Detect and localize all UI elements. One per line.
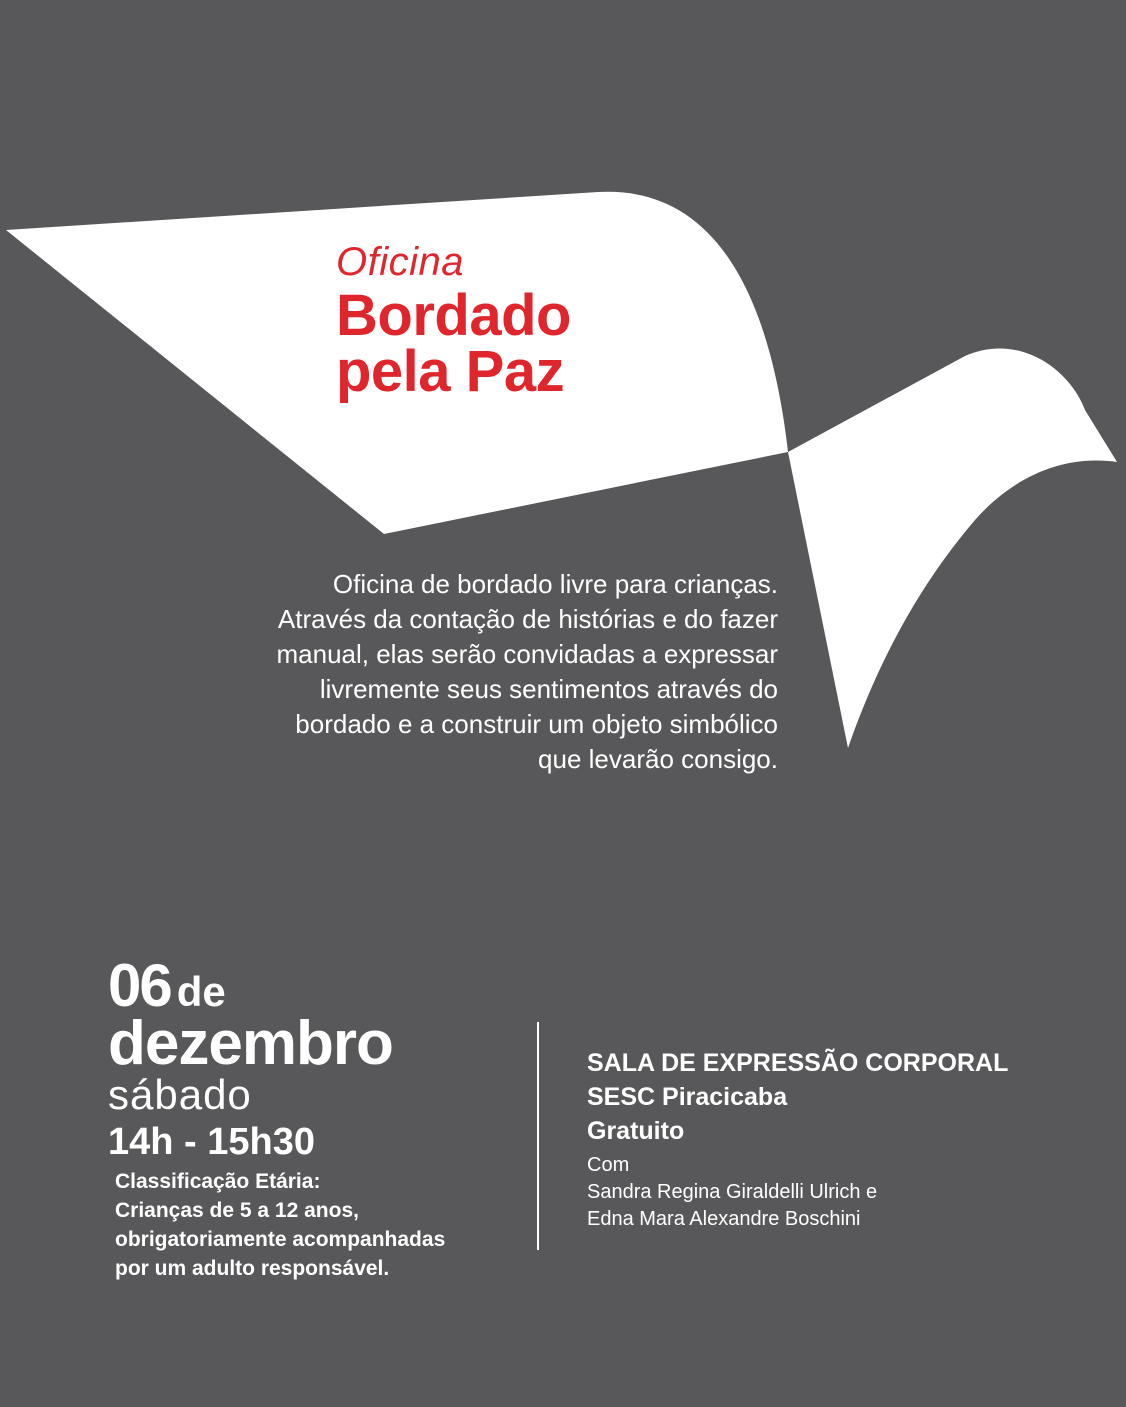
event-day-connector: de xyxy=(176,968,226,1015)
price-label: Gratuito xyxy=(587,1117,685,1145)
host-name: Edna Mara Alexandre Boschini xyxy=(587,1208,861,1230)
age-rating-line: obrigatoriamente acompanhadas xyxy=(115,1228,446,1251)
description-line: Através da contação de histórias e do fazer xyxy=(277,604,778,634)
age-rating xyxy=(115,1167,515,1283)
event-month: dezembro xyxy=(108,1009,393,1078)
event-date-block xyxy=(108,952,568,1164)
workshop-description xyxy=(190,567,778,777)
description-line: livremente seus sentimentos através do xyxy=(319,674,778,704)
venue-unit: SESC Piracicaba xyxy=(587,1083,788,1111)
age-rating-line: Crianças de 5 a 12 anos, xyxy=(115,1199,359,1222)
workshop-title xyxy=(336,283,736,404)
event-time: 14h - 15h30 xyxy=(108,1121,315,1163)
age-rating-line: por um adulto responsável. xyxy=(115,1257,390,1280)
description-line: manual, elas serão convidadas a expressar xyxy=(276,639,778,669)
venue-info xyxy=(587,1046,1107,1233)
dove-body-shape xyxy=(788,349,1117,748)
title-line: Bordado xyxy=(336,283,571,348)
title-block xyxy=(336,236,736,404)
hosts-label: Com xyxy=(587,1154,630,1176)
event-weekday: sábado xyxy=(108,1071,252,1118)
description-line: que levarão consigo. xyxy=(538,744,778,774)
description-line: Oficina de bordado livre para crianças. xyxy=(332,569,778,599)
age-rating-line: Classificação Etária: xyxy=(115,1170,321,1193)
event-day: 06 xyxy=(108,952,171,1019)
description-line: bordado e a construir um objeto simbólico xyxy=(295,709,778,739)
host-name: Sandra Regina Giraldelli Ulrich e xyxy=(587,1181,878,1203)
venue-room: SALA DE EXPRESSÃO CORPORAL xyxy=(587,1049,1009,1077)
date-day-line xyxy=(108,952,568,1019)
vertical-divider xyxy=(537,1022,539,1250)
workshop-kicker: Oficina xyxy=(336,240,464,284)
title-line: pela Paz xyxy=(336,339,565,404)
